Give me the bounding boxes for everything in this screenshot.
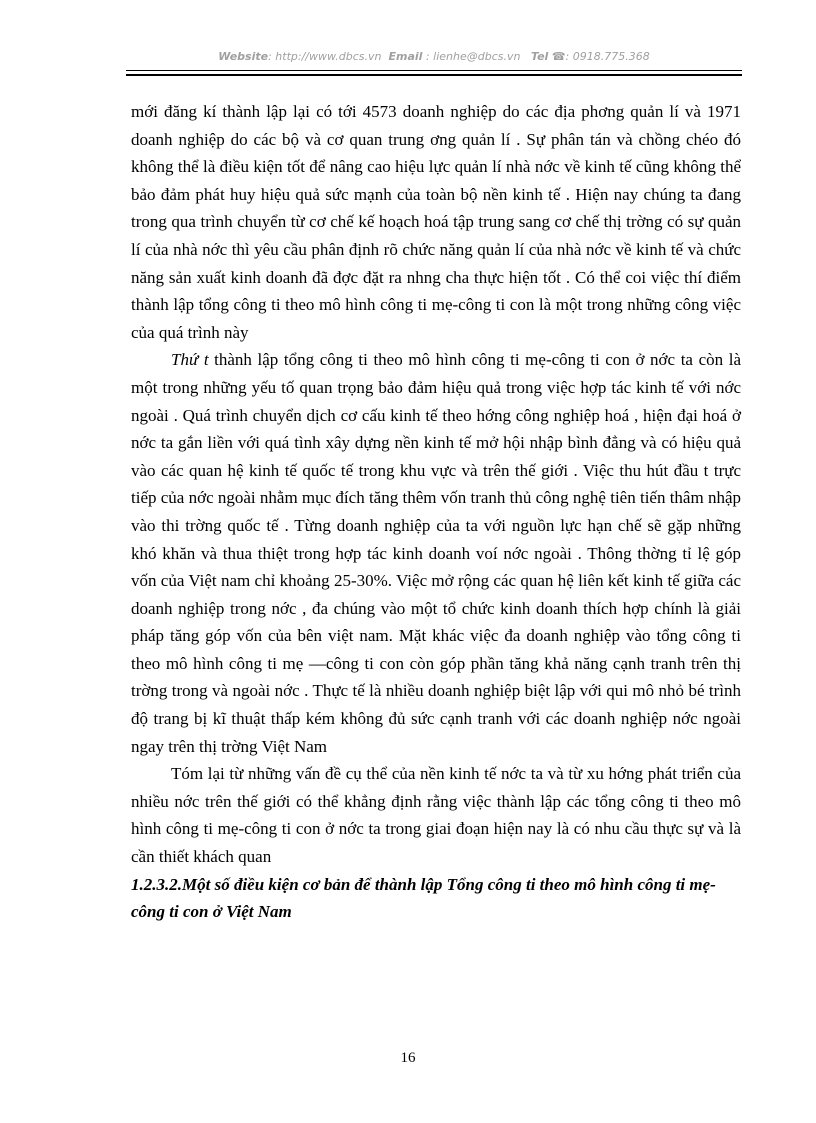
website-url[interactable]: : http://www.dbcs.vn xyxy=(268,50,382,63)
paragraph-1: mới đăng kí thành lập lại có tới 4573 doanh nghiệp do các địa phơng quản lí và 1971 doanh nghiệp do các bộ và cơ quan trung ơng quản lí . Sự phân tán và chồng chéo đó không thể là điều kiện tốt để nâng cao hiệu lực quản lí nhà nớc về kinh tế cũng không thể bảo đảm phát huy hiệu quả sức mạnh của toàn bộ nền kinh tế . Hiện nay chúng ta đang trong qua trình chuyển từ cơ chế kế hoạch hoá tập trung sang cơ chế thị trờng có sự quản lí của nhà nớc thì yêu cầu phân định rõ chức năng quản lí của nhà nớc về kinh tế và chức năng sản xuất kinh doanh đã đợc đặt ra nhng cha thực hiện tốt . Có thể coi việc thí điểm thành lập tổng công ti theo mô hình công ti mẹ-công ti con là một trong những công việc của quá trình này xyxy=(131,102,741,342)
document-body xyxy=(131,98,741,926)
page-header xyxy=(126,50,742,63)
header-rule-thick xyxy=(126,74,742,76)
paragraph-2-lead: Thứ t xyxy=(171,350,209,370)
tel-label: Tel xyxy=(530,50,549,63)
paragraph-2-text: thành lập tổng công ti theo mô hình công ti mẹ-công ti con ở nớc ta còn là một trong những yếu tố quan trọng bảo đảm hiệu quả trong việc hợp tác kinh tế với nớc ngoài . Quá trình chuyển dịch cơ cấu kinh tế theo hớng công nghiệp hoá , hiện đại hoá ở nớc ta gắn liền với quá tình xây dựng nền kinh tế mở hội nhập bình đẳng và có hiệu quả vào các quan hệ kinh tế quốc tế trong khu vực và trên thế giới . Việc thu hút đầu t trực tiếp của nớc ngoài nhằm mục đích tăng thêm vốn tranh thủ công nghệ tiên tiến thâm nhập vào thi trờng quốc tế . Từng doanh nghiệp của ta với nguồn lực hạn chế sẽ gặp những khó khăn và thua thiệt trong hợp tác kinh doanh voí nớc ngoài . Thông thờng tỉ lệ góp vốn của Việt nam chỉ khoảng 25-30%. Việc mở rộng các quan hệ liên kết kinh tế giữa các doanh nghiệp trong nớc , đa chúng vào một tổ chức kinh doanh thích hợp chính là giải pháp tăng góp vốn của bên việt nam. Mặt khác việc đa doanh nghiệp vào tổng công ti theo mô hình công ti mẹ —công ti con còn góp phần tăng khả năng cạnh tranh trên thị trờng trong và ngoài nớc . Thực tế là nhiều doanh nghiệp biệt lập với qui mô nhỏ bé trình độ trang bị kĩ thuật thấp kém không đủ sức cạnh tranh với các doanh nghiệp nớc ngoài ngay trên thị trờng Việt Nam xyxy=(131,350,741,756)
section-heading: 1.2.3.2.Một số điều kiện cơ bản để thành lập Tổng công ti theo mô hình công ti mẹ-công ti con ở Việt Nam xyxy=(131,874,716,922)
phone-icon: ☎ xyxy=(551,50,566,63)
website-label: Website xyxy=(218,50,269,63)
paragraph-3: Tóm lại từ những vấn đề cụ thể của nền kinh tế nớc ta và từ xu hớng phát triển của nhiều nớc trên thế giới có thể khẳng định rằng việc thành lập các tổng công ti theo mô hình công ti mẹ-công ti con ở nớc ta trong giai đoạn hiện nay là có nhu cầu thực sự và là cần thiết khách quan xyxy=(131,764,741,867)
email-address[interactable]: : lienhe@dbcs.vn xyxy=(425,50,521,63)
email-label: Email xyxy=(388,50,423,63)
paragraph-2 xyxy=(131,346,741,760)
page-number: 16 xyxy=(400,1050,416,1066)
phone-number: : 0918.775.368 xyxy=(565,50,650,63)
header-rule-thin xyxy=(126,70,742,71)
